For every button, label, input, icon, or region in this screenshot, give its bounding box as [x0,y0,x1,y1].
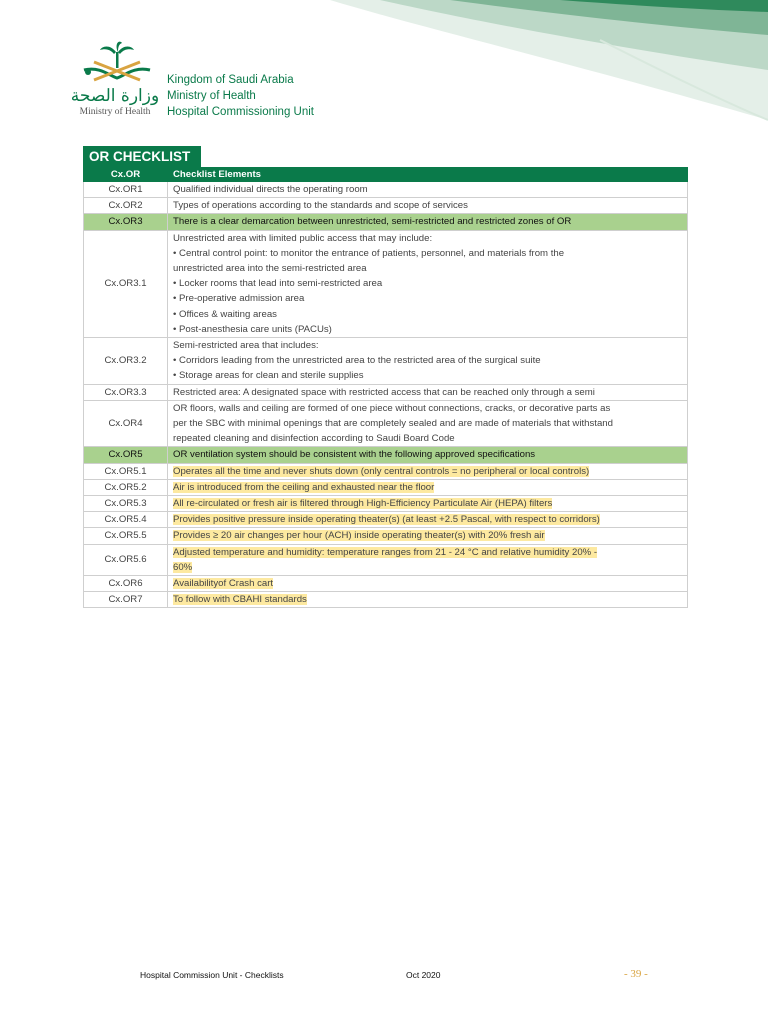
table-row [84,496,688,512]
row-code: Cx.OR3.2 [84,338,168,385]
row-element [168,463,688,479]
row-element: There is a clear demarcation between unrestricted, semi-restricted and restricted zones of OR [168,214,688,230]
table-row [84,230,688,337]
table-row [84,338,688,385]
row-element: Types of operations according to the standards and scope of services [168,198,688,214]
table-row [84,400,688,447]
row-code: Cx.OR6 [84,576,168,592]
row-element [168,400,688,447]
row-element [168,544,688,575]
row-element [168,528,688,544]
highlighted-text: 60% [173,561,193,573]
table-row [84,479,688,495]
row-element [168,479,688,495]
highlighted-text: Provides positive pressure inside operating theater(s) (at least +2.5 Pascal, with respect to corridors) [173,514,600,526]
row-code: Cx.OR5.6 [84,544,168,575]
row-code: Cx.OR3 [84,214,168,230]
row-element [168,576,688,592]
section-title: OR CHECKLIST [83,146,201,167]
column-header-code: Cx.OR [84,168,168,182]
element-line: • Corridors leading from the unrestricted area to the restricted area of the surgical suite [173,355,541,367]
row-code: Cx.OR7 [84,592,168,608]
footer-page-number: - 39 - [624,968,648,980]
header-line-ministry: Ministry of Health [167,90,256,102]
element-line: • Storage areas for clean and sterile supplies [173,370,364,382]
row-code: Cx.OR5 [84,447,168,463]
element-line: unrestricted area into the semi-restricted area [173,263,367,275]
row-code: Cx.OR2 [84,198,168,214]
table-row [84,182,688,198]
highlighted-text: All re-circulated or fresh air is filtered through High-Efficiency Particulate Air (HEPA) filters [173,498,553,510]
logo-arabic-text: وزارة الصحة [70,86,160,106]
element-line: per the SBC with minimal openings that are completely sealed and are made of materials that withstand [173,418,613,430]
highlighted-text: Operates all the time and never shuts down (only central controls = no peripheral or local controls) [173,465,590,477]
table-row [84,576,688,592]
table-row [84,198,688,214]
highlighted-text: Availabilityof Crash cart [173,578,274,590]
column-header-elements: Checklist Elements [168,168,688,182]
element-line: repeated cleaning and disinfection according to Saudi Board Code [173,433,455,445]
element-line: OR floors, walls and ceiling are formed of one piece without connections, cracks, or decorative parts as [173,402,611,414]
row-element: Restricted area: A designated space with restricted access that can be reached only through a semi [168,384,688,400]
row-element [168,496,688,512]
row-code: Cx.OR5.5 [84,528,168,544]
row-code: Cx.OR5.4 [84,512,168,528]
row-element [168,592,688,608]
row-element [168,512,688,528]
highlighted-text: Adjusted temperature and humidity: temperature ranges from 21 - 24 °C and relative humidity 20% - [173,546,598,558]
highlighted-text: Air is introduced from the ceiling and exhausted near the floor [173,481,435,493]
row-element: OR ventilation system should be consistent with the following approved specifications [168,447,688,463]
row-element [168,338,688,385]
element-line: Semi-restricted area that includes: [173,340,319,352]
row-code: Cx.OR1 [84,182,168,198]
row-code: Cx.OR3.1 [84,230,168,337]
element-line: • Post-anesthesia care units (PACUs) [173,323,332,335]
element-line: Unrestricted area with limited public access that may include: [173,232,433,244]
table-row [84,384,688,400]
table-row [84,544,688,575]
row-code: Cx.OR3.3 [84,384,168,400]
element-line: • Central control point: to monitor the entrance of patients, personnel, and materials from the [173,247,565,259]
or-checklist-table [83,167,688,608]
element-line: • Pre-operative admission area [173,293,305,305]
table-row [84,528,688,544]
element-line: • Offices & waiting areas [173,308,277,320]
table-row [84,214,688,230]
header-line-kingdom: Kingdom of Saudi Arabia [167,74,294,86]
footer-document-title: Hospital Commission Unit - Checklists [140,970,284,980]
highlighted-text: To follow with CBAHI standards [173,594,307,606]
header-organization-lines [167,72,314,120]
highlighted-text: Provides ≥ 20 air changes per hour (ACH) inside operating theater(s) with 20% fresh air [173,530,545,542]
logo-english-text: Ministry of Health [79,107,151,117]
header-line-unit: Hospital Commissioning Unit [167,106,314,118]
row-element: Qualified individual directs the operating room [168,182,688,198]
row-element [168,230,688,337]
footer-date: Oct 2020 [406,970,441,980]
table-row [84,463,688,479]
table-row [84,512,688,528]
table-row [84,447,688,463]
row-code: Cx.OR5.3 [84,496,168,512]
table-row [84,592,688,608]
row-code: Cx.OR4 [84,400,168,447]
row-code: Cx.OR5.2 [84,479,168,495]
row-code: Cx.OR5.1 [84,463,168,479]
table-header-row [84,168,688,182]
element-line: • Locker rooms that lead into semi-restricted area [173,278,383,290]
